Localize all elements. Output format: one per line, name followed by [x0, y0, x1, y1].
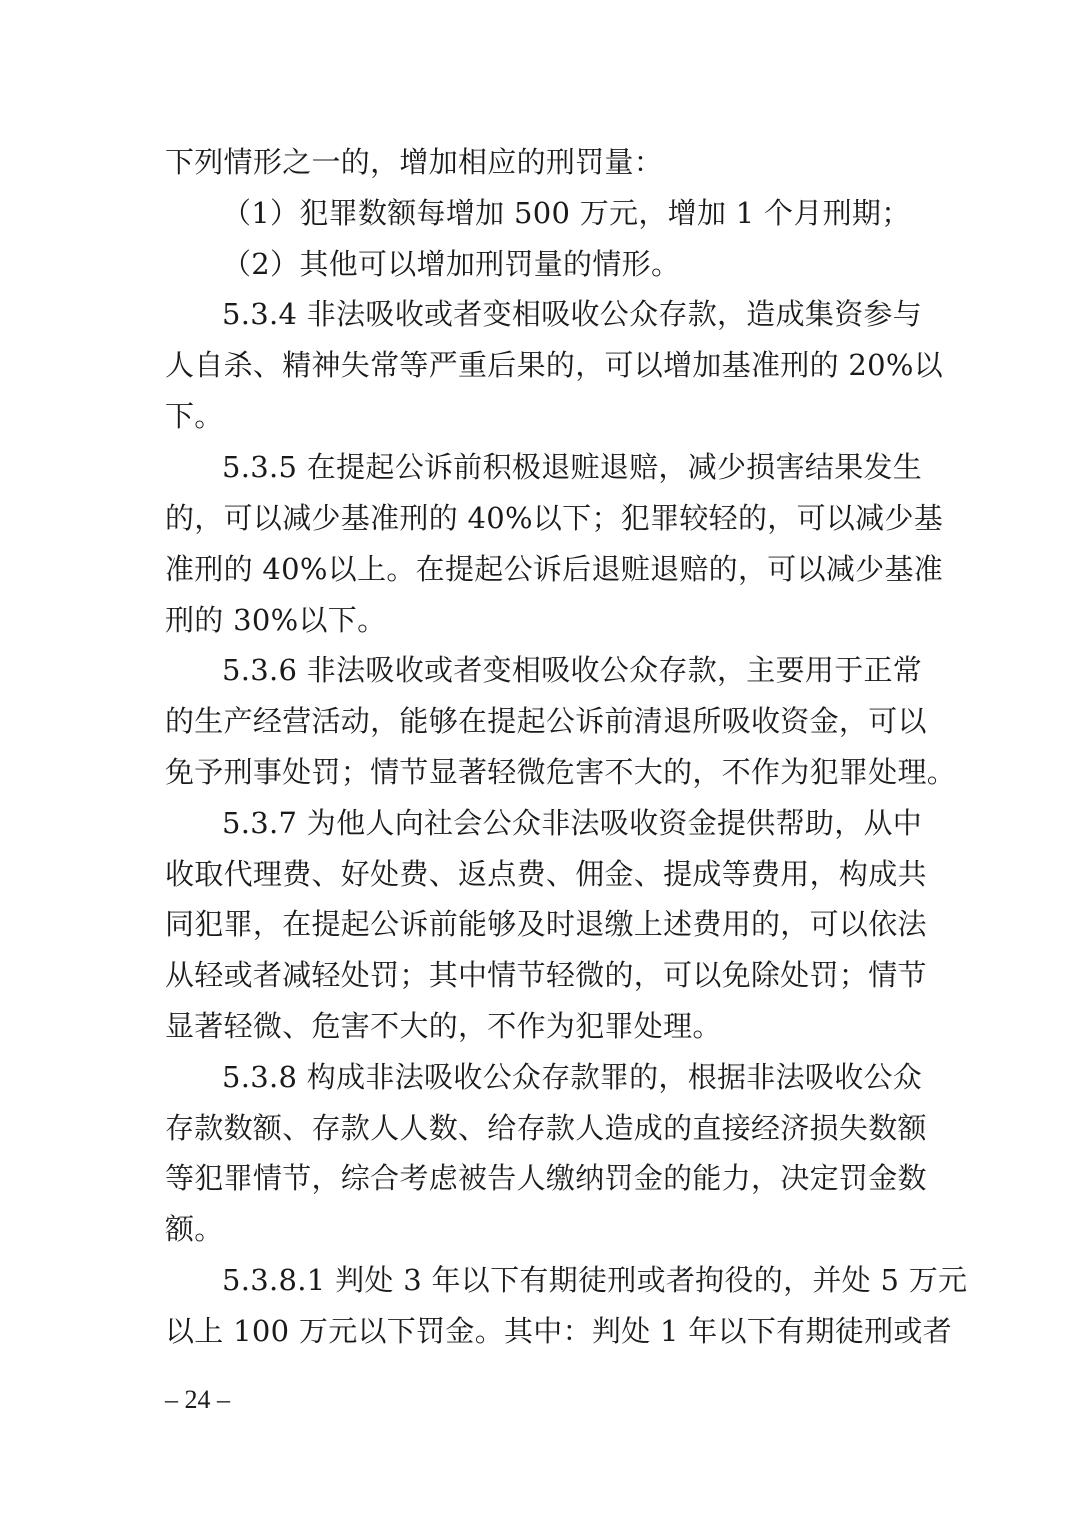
text-line: 的生产经营活动，能够在提起公诉前清退所吸收资金，可以 — [165, 704, 927, 738]
text-line: 免予刑事处罚；情节显著轻微危害不大的，不作为犯罪处理。 — [165, 755, 957, 789]
text-line: 下。 — [165, 399, 224, 433]
text-line: （1）犯罪数额每增加 500 万元，增加 1 个月刑期； — [222, 196, 911, 230]
text-line: 5.3.8.1 判处 3 年以下有期徒刑或者拘役的，并处 5 万元 — [222, 1263, 968, 1297]
text-line: 同犯罪，在提起公诉前能够及时退缴上述费用的，可以依法 — [165, 907, 927, 941]
text-line: 下列情形之一的，增加相应的刑罚量： — [165, 145, 664, 179]
text-line: 的，可以减少基准刑的 40%以下；犯罪较轻的，可以减少基 — [165, 501, 944, 535]
text-line: （2）其他可以增加刑罚量的情形。 — [222, 247, 681, 281]
text-line: 人自杀、精神失常等严重后果的，可以增加基准刑的 20%以 — [165, 348, 944, 382]
text-line: 准刑的 40%以上。在提起公诉后退赃退赔的，可以减少基准 — [165, 552, 944, 586]
page-number: – 24 – — [165, 1385, 230, 1414]
text-line: 5.3.8 构成非法吸收公众存款罪的，根据非法吸收公众 — [222, 1060, 923, 1094]
text-line: 从轻或者减轻处罚；其中情节轻微的，可以免除处罚；情节 — [165, 958, 927, 992]
text-line: 收取代理费、好处费、返点费、佣金、提成等费用，构成共 — [165, 857, 927, 891]
text-line: 5.3.6 非法吸收或者变相吸收公众存款，主要用于正常 — [222, 653, 923, 687]
text-line: 以上 100 万元以下罚金。其中：判处 1 年以下有期徒刑或者 — [165, 1314, 952, 1348]
text-line: 额。 — [165, 1212, 224, 1246]
text-line: 5.3.4 非法吸收或者变相吸收公众存款，造成集资参与 — [222, 297, 923, 331]
text-line: 等犯罪情节，综合考虑被告人缴纳罚金的能力，决定罚金数 — [165, 1161, 927, 1195]
text-line: 刑的 30%以下。 — [165, 603, 387, 637]
text-line: 5.3.5 在提起公诉前积极退赃退赔，减少损害结果发生 — [222, 450, 923, 484]
text-line: 5.3.7 为他人向社会公众非法吸收资金提供帮助，从中 — [222, 806, 923, 840]
text-line: 存款数额、存款人人数、给存款人造成的直接经济损失数额 — [165, 1111, 927, 1145]
text-line: 显著轻微、危害不大的，不作为犯罪处理。 — [165, 1009, 722, 1043]
